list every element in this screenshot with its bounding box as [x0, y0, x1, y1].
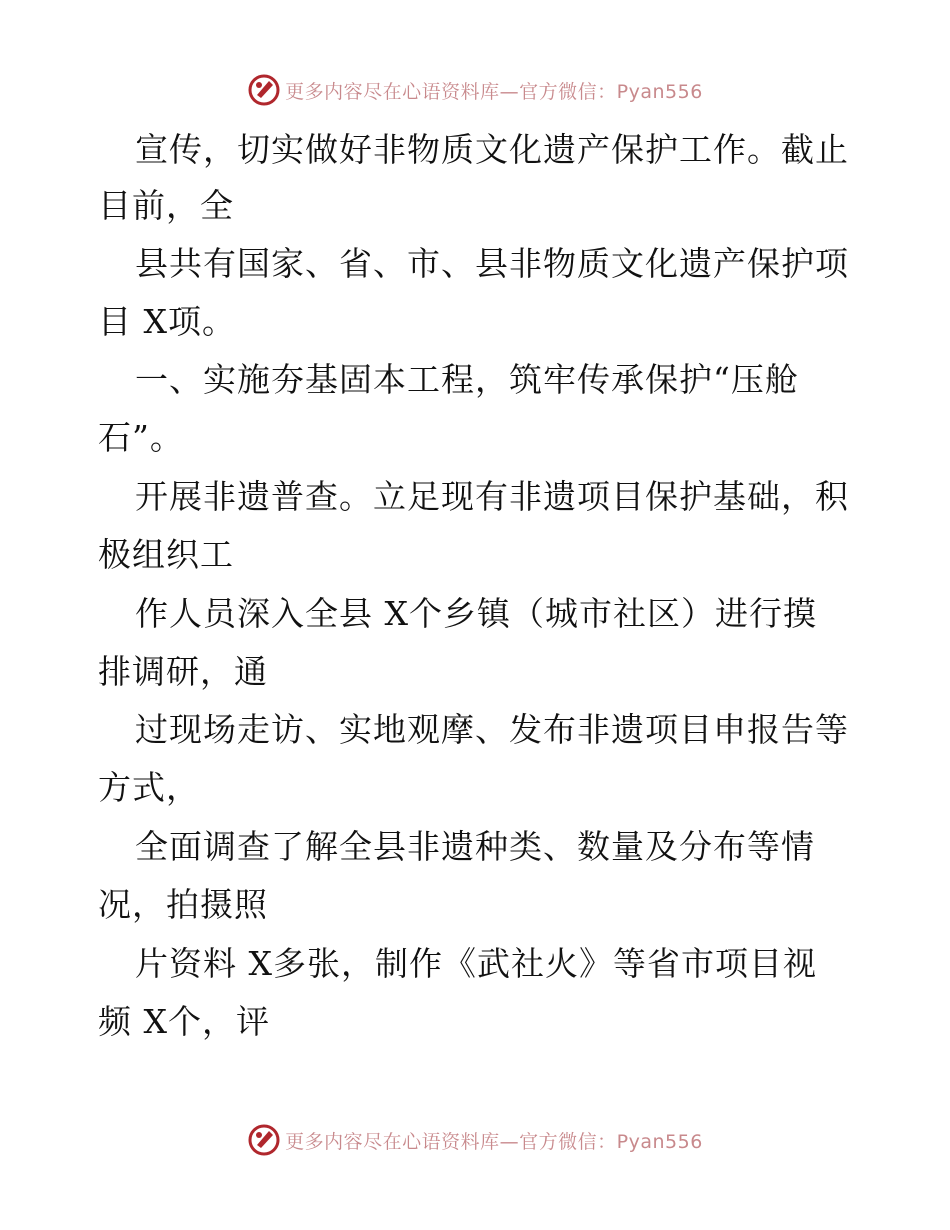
- text-line: 全面调查了解全县非遗种类、数量及分布等情: [135, 827, 815, 866]
- text-line: 石”。: [98, 418, 184, 457]
- text-line: 片资料 X多张，制作《武社火》等省市项目视: [135, 944, 817, 983]
- header-banner-text: 更多内容尽在心语资料库—官方微信：Pyan556: [285, 80, 703, 103]
- footer-banner-text: 更多内容尽在心语资料库—官方微信：Pyan556: [285, 1130, 703, 1153]
- text-line: 方式，: [98, 768, 200, 807]
- text-line: 作人员深入全县 X个乡镇（城市社区）进行摸: [135, 594, 817, 633]
- footer-banner: [0, 1120, 950, 1160]
- text-line: 目前，全: [98, 186, 234, 225]
- text-line: 排调研，通: [98, 652, 268, 691]
- header-banner: [0, 70, 950, 110]
- text-line: 过现场走访、实地观摩、发布非遗项目申报告等: [135, 710, 849, 749]
- logo-icon: [247, 1123, 281, 1157]
- text-line: 频 X个，评: [98, 1002, 270, 1041]
- text-line: 极组织工: [98, 535, 234, 574]
- logo-icon: [247, 73, 281, 107]
- text-line: 宣传，切实做好非物质文化遗产保护工作。截止: [135, 130, 849, 169]
- text-line: 况，拍摄照: [98, 885, 268, 924]
- text-line: 目 X项。: [98, 302, 236, 341]
- text-line: 县共有国家、省、市、县非物质文化遗产保护项: [135, 244, 849, 283]
- text-line: 一、实施夯基固本工程，筑牢传承保护“压舱: [135, 360, 799, 399]
- text-line: 开展非遗普查。立足现有非遗项目保护基础，积: [135, 477, 849, 516]
